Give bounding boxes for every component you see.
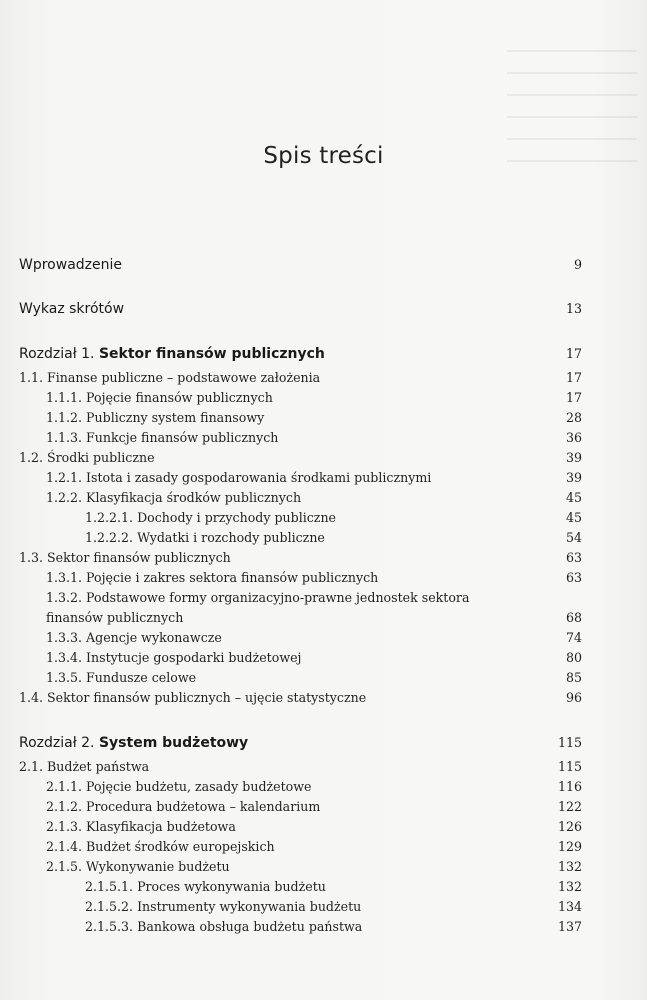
toc-entry: [19, 528, 582, 548]
chapter-heading: [19, 343, 582, 365]
toc-entry-label: 1.1. Finanse publiczne – podstawowe założenia: [19, 370, 321, 385]
toc-entry-introduction: [19, 254, 582, 276]
toc-entry: [19, 628, 582, 648]
show-through-text: [507, 30, 637, 230]
toc-entry-page: 137: [557, 919, 582, 934]
toc-entry-label: 2.1.2. Procedura budżetowa – kalendarium: [46, 799, 321, 814]
toc-entry-page: 63: [565, 570, 582, 585]
toc-entry: [19, 648, 582, 668]
toc-entry: [19, 857, 582, 877]
toc-entry-label: 1.2.1. Istota i zasady gospodarowania środkami publicznymi: [46, 470, 432, 485]
toc-entry: [19, 468, 582, 488]
toc-entry-page: 96: [565, 690, 582, 705]
toc-entry: [19, 428, 582, 448]
chapter-title: Sektor finansów publicznych: [98, 346, 325, 362]
toc-entry-page: 63: [565, 550, 582, 565]
toc-entry: [19, 368, 582, 388]
toc-entry-label: 2.1.5.1. Proces wykonywania budżetu: [85, 879, 326, 894]
toc-entry-page: 39: [565, 470, 582, 485]
toc-entry-page: 13: [565, 301, 582, 316]
toc-entry: [19, 568, 582, 588]
toc-entry-label: 1.4. Sektor finansów publicznych – ujęcie statystyczne: [19, 690, 367, 705]
toc-chapter-1: [19, 343, 582, 708]
toc-entry-label: 1.3. Sektor finansów publicznych: [19, 550, 231, 565]
toc-entry-label: 2.1.4. Budżet środków europejskich: [46, 839, 275, 854]
toc-entry-page: 126: [557, 819, 582, 834]
toc-entry-label: 1.3.5. Fundusze celowe: [46, 670, 197, 685]
toc-entry: [19, 757, 582, 777]
toc-entry-page: 129: [557, 839, 582, 854]
toc-entry-label: 2.1.5.2. Instrumenty wykonywania budżetu: [85, 899, 362, 914]
toc-entry-page: 28: [565, 410, 582, 425]
toc-entry: [19, 588, 582, 628]
toc-entry-label: 1.2.2. Klasyfikacja środków publicznych: [46, 490, 302, 505]
toc-entry-abbreviations: [19, 298, 582, 320]
toc-entry: [19, 897, 582, 917]
toc-entry-page: 45: [565, 490, 582, 505]
toc-entry: [19, 548, 582, 568]
toc-entry-page: 132: [557, 859, 582, 874]
toc-entry-label: 1.1.3. Funkcje finansów publicznych: [46, 430, 279, 445]
toc-entry-page: 132: [557, 879, 582, 894]
toc-entry-page: 122: [557, 799, 582, 814]
toc-entry: [19, 488, 582, 508]
toc-entry-label: 1.3.4. Instytucje gospodarki budżetowej: [46, 650, 302, 665]
toc-entry: [19, 668, 582, 688]
toc-entry-label: Wprowadzenie: [19, 257, 122, 273]
toc-entry-label: 2.1.3. Klasyfikacja budżetowa: [46, 819, 236, 834]
toc-entry-label: 1.2.2.1. Dochody i przychody publiczne: [85, 510, 337, 525]
toc-entry: [19, 408, 582, 428]
toc-entry: [19, 508, 582, 528]
toc-entry: [19, 688, 582, 708]
chapter-heading: [19, 732, 582, 754]
toc-entry: [19, 877, 582, 897]
toc-entry: [19, 448, 582, 468]
toc-entry: [19, 797, 582, 817]
toc-entry-page: 36: [565, 430, 582, 445]
toc-entry: [19, 777, 582, 797]
toc-entry-page: 115: [557, 759, 582, 774]
toc-entry-label: 1.2.2.2. Wydatki i rozchody publiczne: [85, 530, 325, 545]
chapter-prefix: Rozdział 1.: [19, 346, 95, 362]
toc-entry-page: 116: [557, 779, 582, 794]
toc-entry: [19, 917, 582, 937]
toc-entry-page: 39: [565, 450, 582, 465]
chapter-title: System budżetowy: [98, 735, 249, 751]
toc-entry: [19, 388, 582, 408]
toc-entry-label: Wykaz skrótów: [19, 301, 125, 317]
toc-entry-page: 17: [565, 370, 582, 385]
chapter-page: 17: [565, 346, 582, 361]
toc-entry-page: 134: [557, 899, 582, 914]
toc-entry-label: 1.1.1. Pojęcie finansów publicznych: [46, 390, 273, 405]
toc-entry-label: 2.1.5. Wykonywanie budżetu: [46, 859, 230, 874]
toc-entry-page: 68: [565, 610, 582, 625]
toc-entry: [19, 837, 582, 857]
toc-entry-page: 45: [565, 510, 582, 525]
toc-entry-label: 2.1. Budżet państwa: [19, 759, 150, 774]
toc-entry-page: 85: [565, 670, 582, 685]
toc-entry-page: 9: [573, 257, 582, 272]
page-title: Spis treści: [263, 143, 384, 169]
toc-entry-label: 2.1.5.3. Bankowa obsługa budżetu państwa: [85, 919, 363, 934]
toc-entry-label: 1.3.1. Pojęcie i zakres sektora finansów publicznych: [46, 570, 379, 585]
toc-entry-label: 1.1.2. Publiczny system finansowy: [46, 410, 265, 425]
toc-entry-page: 17: [565, 390, 582, 405]
toc-entry-page: 80: [565, 650, 582, 665]
toc-entry-page: 74: [565, 630, 582, 645]
toc-entry-page: 54: [565, 530, 582, 545]
toc-entry-label: 1.3.2. Podstawowe formy organizacyjno-prawne jednostek sektora finansów publicznych: [46, 590, 470, 625]
toc-entry-label: 2.1.1. Pojęcie budżetu, zasady budżetowe: [46, 779, 312, 794]
toc-chapter-2: [19, 732, 582, 937]
toc-entry-label: 1.3.3. Agencje wykonawcze: [46, 630, 222, 645]
chapter-page: 115: [557, 735, 582, 750]
toc-entry: [19, 817, 582, 837]
chapter-prefix: Rozdział 2.: [19, 735, 95, 751]
toc-entry-label: 1.2. Środki publiczne: [19, 450, 155, 465]
